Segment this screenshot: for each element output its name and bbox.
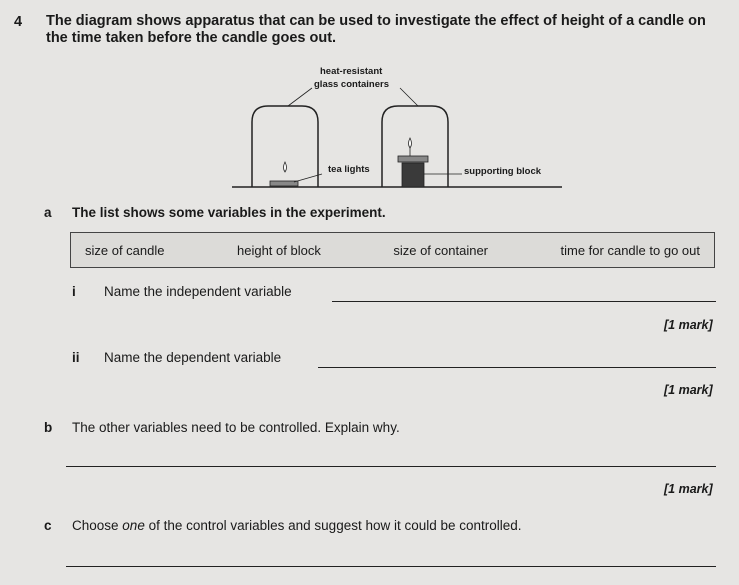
mark-b: [1 mark] [664, 482, 713, 496]
supporting-block [402, 163, 424, 187]
label-supporting-block: supporting block [464, 166, 542, 177]
answer-line-i[interactable] [332, 301, 716, 302]
apparatus-diagram [232, 62, 562, 192]
label-containers-line1: heat-resistant [320, 66, 383, 77]
right-flame-icon [409, 138, 412, 148]
variables-box [70, 232, 715, 268]
left-container [252, 106, 318, 187]
part-b-text: The other variables need to be controlled. Explain why. [72, 420, 400, 435]
sub-ii-text: Name the dependent variable [104, 350, 282, 365]
left-flame-icon [284, 162, 287, 172]
leader-left-container [288, 88, 312, 106]
question-stem: The diagram shows apparatus that can be used to investigate the effect of height of a candle on the time taken before the candle goes out. [46, 13, 706, 46]
part-c-emphasis: one [122, 518, 145, 533]
sub-i-numeral: i [72, 284, 76, 299]
part-a-text: The list shows some variables in the experiment. [72, 205, 386, 220]
sub-i-text: Name the independent variable [104, 284, 292, 299]
part-c-text: Choose one of the control variables and suggest how it could be controlled. [72, 518, 522, 533]
label-containers-line2: glass containers [314, 79, 389, 90]
variable-item: size of container [393, 242, 489, 258]
question-number: 4 [14, 14, 23, 30]
variable-item: size of candle [85, 242, 165, 258]
part-b-letter: b [44, 420, 53, 435]
part-c-letter: c [44, 518, 52, 533]
part-a-letter: a [44, 205, 52, 220]
left-tea-light [270, 181, 298, 186]
leader-right-container [400, 88, 418, 106]
answer-line-c[interactable] [66, 566, 716, 567]
label-tea-lights: tea lights [328, 164, 370, 175]
mark-i: [1 mark] [664, 318, 713, 332]
variable-item: time for candle to go out [560, 242, 700, 258]
mark-ii: [1 mark] [664, 383, 713, 397]
right-tea-light [398, 156, 428, 162]
variable-item: height of block [237, 242, 321, 258]
answer-line-b[interactable] [66, 466, 716, 467]
answer-line-ii[interactable] [318, 367, 716, 368]
sub-ii-numeral: ii [72, 350, 80, 365]
